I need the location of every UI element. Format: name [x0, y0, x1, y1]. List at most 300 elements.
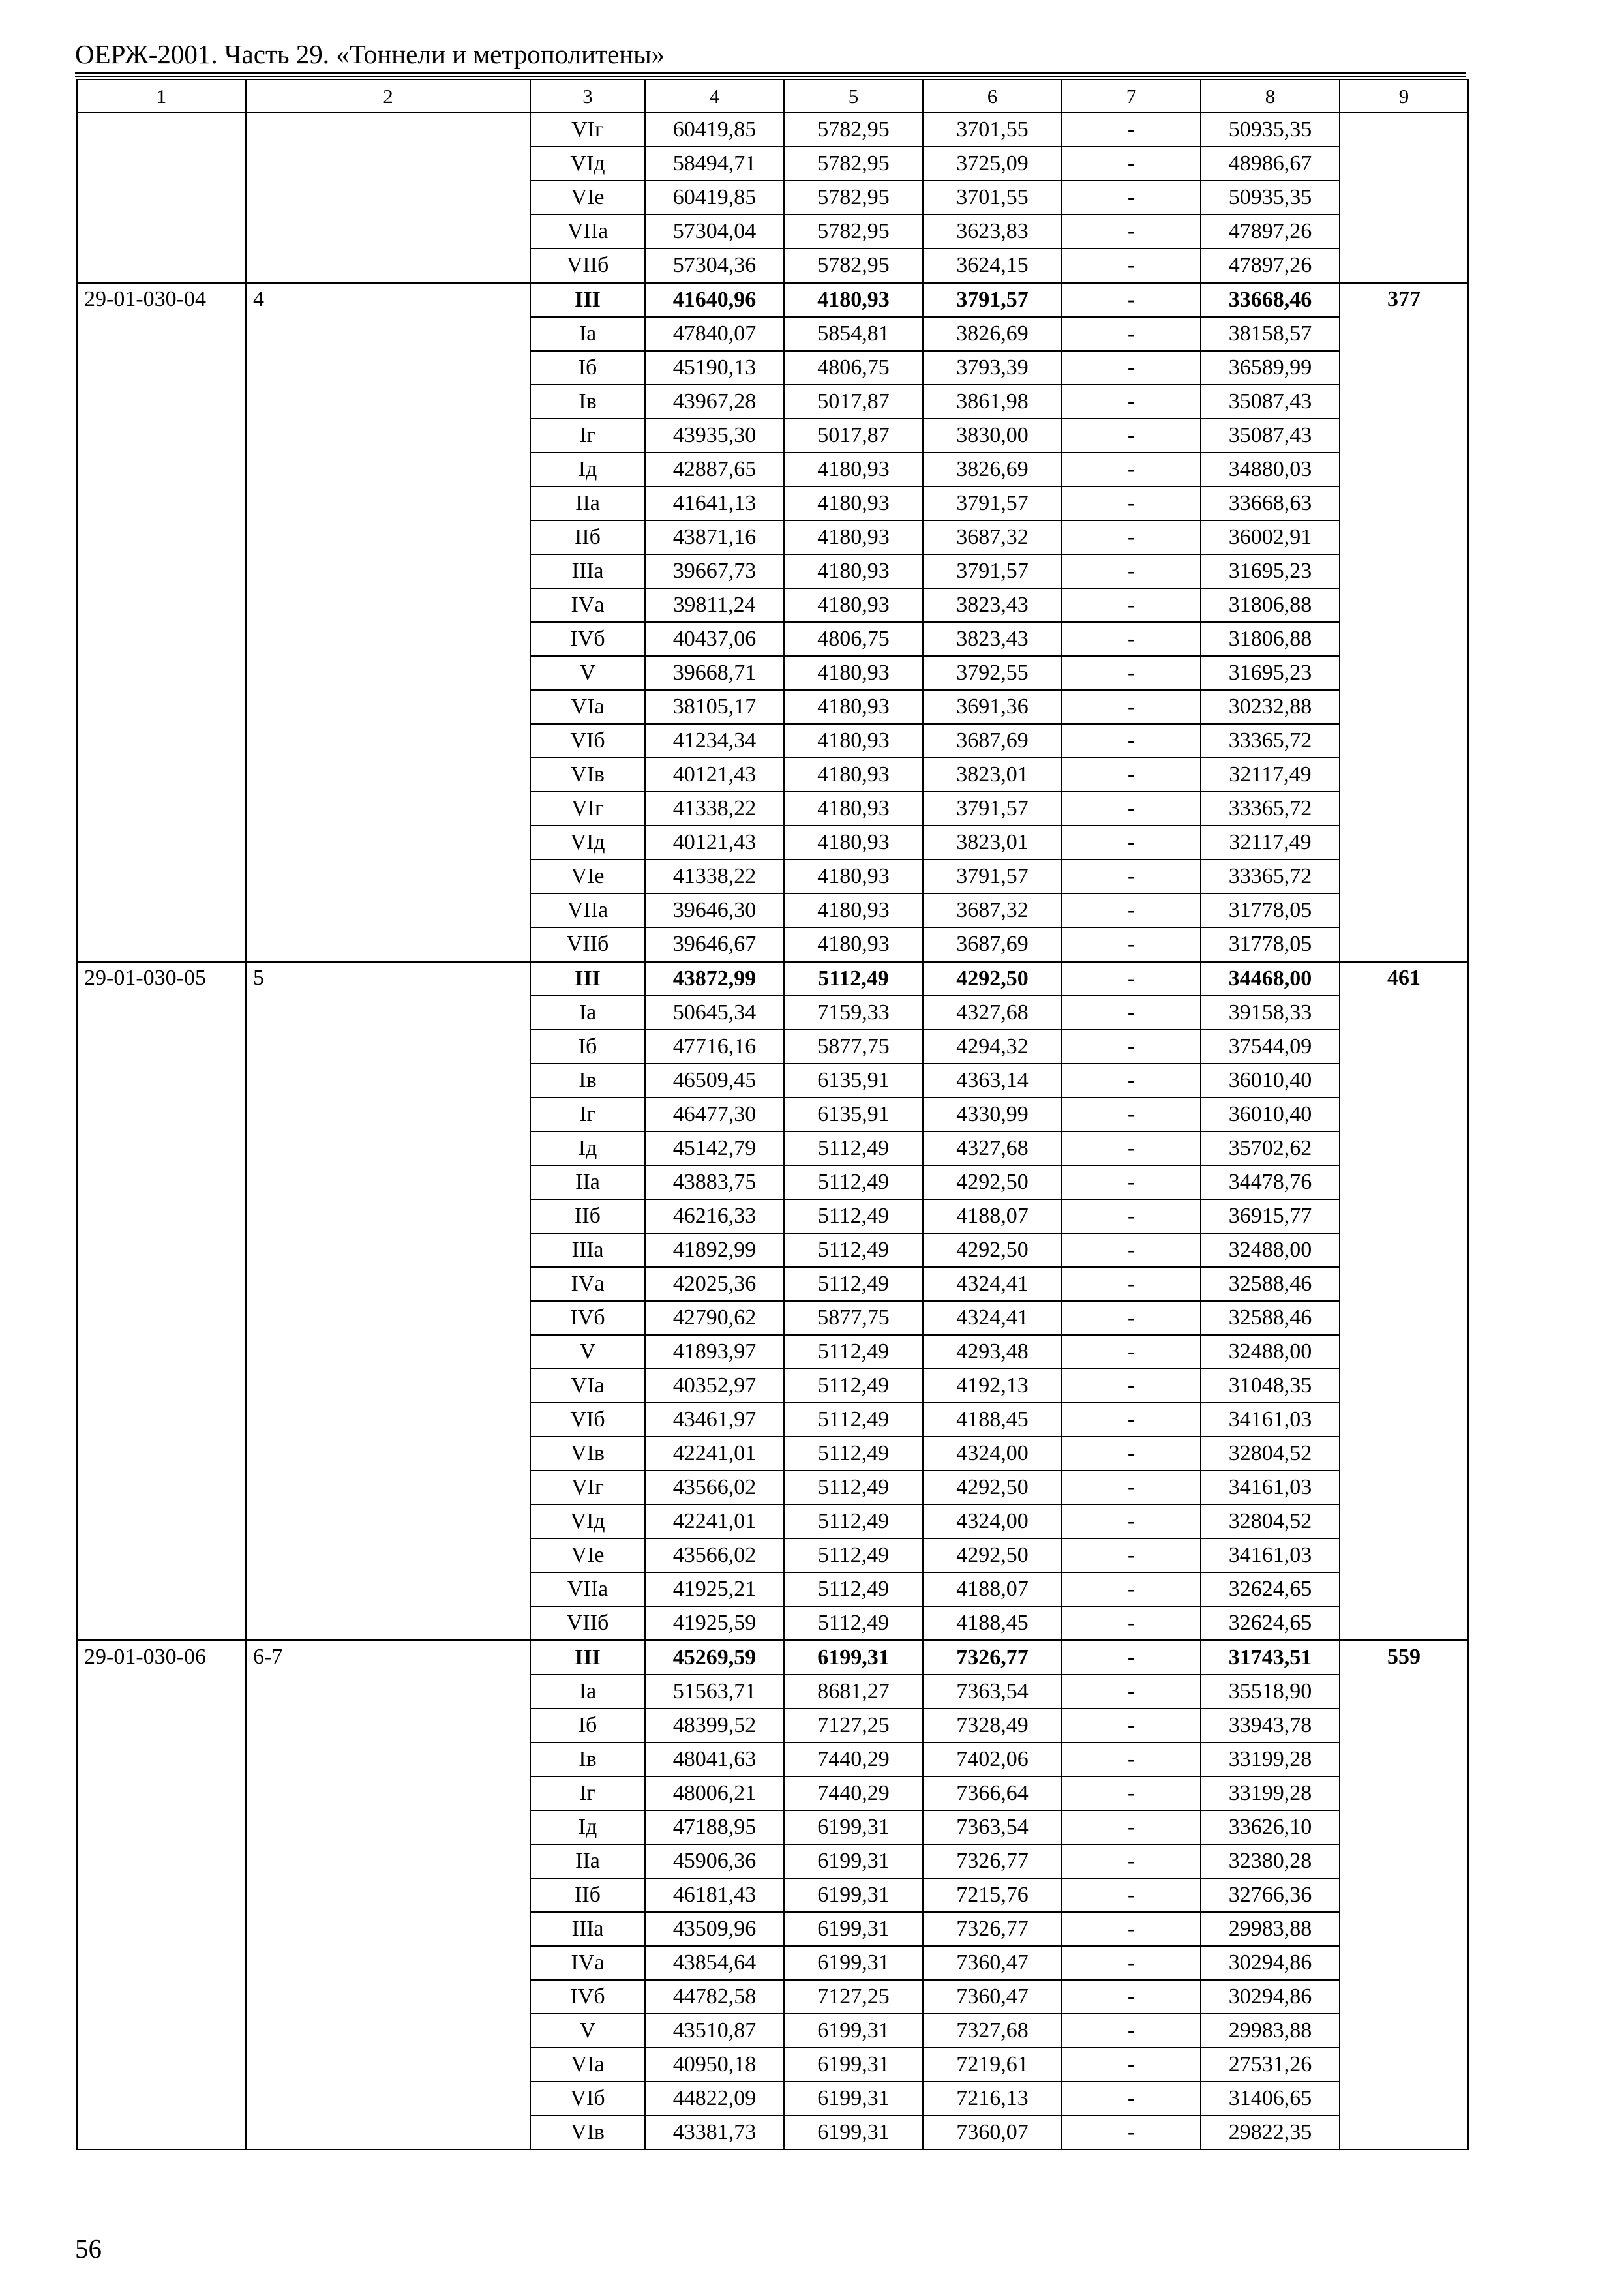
wages-cell: - — [1062, 792, 1201, 826]
materials-cost-cell: 47897,26 — [1201, 215, 1340, 248]
total-cost-cell: 40352,97 — [645, 1369, 784, 1403]
column-number-row — [77, 80, 1468, 113]
wages-cell: - — [1062, 996, 1201, 1030]
materials-cost-cell: 31695,23 — [1201, 656, 1340, 690]
machine-cost-cell: 4292,50 — [923, 962, 1062, 996]
materials-cost-cell: 36002,91 — [1201, 520, 1340, 554]
condition-cell: Iг — [530, 1776, 645, 1810]
materials-cost-cell: 39158,33 — [1201, 996, 1340, 1030]
total-cost-cell: 41234,34 — [645, 724, 784, 758]
total-cost-cell: 43883,75 — [645, 1165, 784, 1199]
wages-cell: - — [1062, 453, 1201, 486]
total-cost-cell: 60419,85 — [645, 113, 784, 147]
machine-cost-cell: 4292,50 — [923, 1538, 1062, 1572]
materials-cost-cell: 31048,35 — [1201, 1369, 1340, 1403]
machine-cost-cell: 7219,61 — [923, 2048, 1062, 2082]
materials-cost-cell: 33199,28 — [1201, 1743, 1340, 1776]
labor-cost-cell: 4180,93 — [784, 927, 923, 962]
labor-cost-cell: 7159,33 — [784, 996, 923, 1030]
total-cost-cell: 44782,58 — [645, 1980, 784, 2014]
materials-cost-cell: 32588,46 — [1201, 1301, 1340, 1335]
wages-cell: - — [1062, 1743, 1201, 1776]
wages-cell: - — [1062, 181, 1201, 215]
condition-cell: VIIб — [530, 248, 645, 283]
condition-cell: Iа — [530, 1675, 645, 1709]
total-cost-cell: 43872,99 — [645, 962, 784, 996]
labor-cost-cell: 5877,75 — [784, 1030, 923, 1064]
labor-cost-cell: 6199,31 — [784, 1912, 923, 1946]
labor-cost-cell: 5112,49 — [784, 1199, 923, 1233]
total-cost-cell: 44822,09 — [645, 2082, 784, 2116]
materials-cost-cell: 33626,10 — [1201, 1810, 1340, 1844]
wages-cell: - — [1062, 1641, 1201, 1675]
condition-cell: Iд — [530, 1810, 645, 1844]
total-cell — [1340, 113, 1468, 283]
table-row — [77, 283, 1468, 318]
wages-cell: - — [1062, 1030, 1201, 1064]
machine-cost-cell: 7326,77 — [923, 1641, 1062, 1675]
labor-cost-cell: 5112,49 — [784, 1504, 923, 1538]
condition-cell: V — [530, 656, 645, 690]
wages-cell: - — [1062, 1267, 1201, 1301]
labor-cost-cell: 6199,31 — [784, 2048, 923, 2082]
materials-cost-cell: 30232,88 — [1201, 690, 1340, 724]
condition-cell: VIд — [530, 826, 645, 860]
wages-cell: - — [1062, 2048, 1201, 2082]
wages-cell: - — [1062, 520, 1201, 554]
total-cost-cell: 43510,87 — [645, 2014, 784, 2048]
rate-code-cell: 29-01-030-04 — [77, 283, 246, 962]
labor-cost-cell: 5112,49 — [784, 1335, 923, 1369]
condition-cell: Iб — [530, 1030, 645, 1064]
machine-cost-cell: 7363,54 — [923, 1810, 1062, 1844]
total-cost-cell: 39667,73 — [645, 554, 784, 588]
total-cost-cell: 46181,43 — [645, 1878, 784, 1912]
wages-cell: - — [1062, 622, 1201, 656]
wages-cell: - — [1062, 554, 1201, 588]
wages-cell: - — [1062, 588, 1201, 622]
column-number: 1 — [77, 80, 246, 113]
materials-cost-cell: 35702,62 — [1201, 1131, 1340, 1165]
condition-cell: VIг — [530, 792, 645, 826]
wages-cell: - — [1062, 283, 1201, 318]
code-cell — [77, 113, 246, 283]
condition-cell: IVб — [530, 622, 645, 656]
machine-cost-cell: 4292,50 — [923, 1165, 1062, 1199]
materials-cost-cell: 33668,63 — [1201, 486, 1340, 520]
materials-cost-cell: 33943,78 — [1201, 1709, 1340, 1743]
condition-cell: Iд — [530, 1131, 645, 1165]
wages-cell: - — [1062, 1980, 1201, 2014]
total-cost-cell: 47716,16 — [645, 1030, 784, 1064]
machine-cost-cell: 4188,07 — [923, 1572, 1062, 1606]
materials-cost-cell: 33199,28 — [1201, 1776, 1340, 1810]
machine-cost-cell: 7328,49 — [923, 1709, 1062, 1743]
group-total-cell: 461 — [1340, 962, 1468, 1641]
total-cost-cell: 43967,28 — [645, 385, 784, 419]
labor-cost-cell: 4180,93 — [784, 453, 923, 486]
materials-cost-cell: 32624,65 — [1201, 1572, 1340, 1606]
condition-cell: Iб — [530, 1709, 645, 1743]
labor-cost-cell: 5782,95 — [784, 248, 923, 283]
materials-cost-cell: 33365,72 — [1201, 792, 1340, 826]
wages-cell: - — [1062, 1709, 1201, 1743]
labor-cost-cell: 4180,93 — [784, 690, 923, 724]
condition-cell: IIб — [530, 1878, 645, 1912]
wages-cell: - — [1062, 690, 1201, 724]
wages-cell: - — [1062, 1946, 1201, 1980]
condition-cell: IIб — [530, 1199, 645, 1233]
condition-cell: Iв — [530, 385, 645, 419]
machine-cost-cell: 3791,57 — [923, 792, 1062, 826]
machine-cost-cell: 3823,01 — [923, 826, 1062, 860]
labor-cost-cell: 6199,31 — [784, 1641, 923, 1675]
price-table-container — [76, 79, 1469, 2150]
labor-cost-cell: 6199,31 — [784, 2082, 923, 2116]
machine-cost-cell: 7326,77 — [923, 1844, 1062, 1878]
wages-cell: - — [1062, 1098, 1201, 1131]
labor-cost-cell: 4180,93 — [784, 656, 923, 690]
total-cost-cell: 46216,33 — [645, 1199, 784, 1233]
column-number: 2 — [246, 80, 530, 113]
machine-cost-cell: 4294,32 — [923, 1030, 1062, 1064]
materials-cost-cell: 32488,00 — [1201, 1233, 1340, 1267]
condition-cell: VIд — [530, 147, 645, 181]
wages-cell: - — [1062, 1504, 1201, 1538]
materials-cost-cell: 32117,49 — [1201, 826, 1340, 860]
materials-cost-cell: 32588,46 — [1201, 1267, 1340, 1301]
condition-cell: III — [530, 1641, 645, 1675]
labor-cost-cell: 5112,49 — [784, 1131, 923, 1165]
wages-cell: - — [1062, 1471, 1201, 1504]
total-cost-cell: 43461,97 — [645, 1403, 784, 1437]
labor-cost-cell: 4180,93 — [784, 792, 923, 826]
condition-cell: VIг — [530, 1471, 645, 1504]
group-total-cell: 559 — [1340, 1641, 1468, 2150]
machine-cost-cell: 3830,00 — [923, 419, 1062, 453]
wages-cell: - — [1062, 656, 1201, 690]
machine-cost-cell: 3701,55 — [923, 181, 1062, 215]
materials-cost-cell: 34468,00 — [1201, 962, 1340, 996]
machine-cost-cell: 3701,55 — [923, 113, 1062, 147]
materials-cost-cell: 31806,88 — [1201, 588, 1340, 622]
condition-cell: Iб — [530, 351, 645, 385]
labor-cost-cell: 5017,87 — [784, 385, 923, 419]
machine-cost-cell: 7326,77 — [923, 1912, 1062, 1946]
labor-cost-cell: 4180,93 — [784, 588, 923, 622]
machine-cost-cell: 4292,50 — [923, 1471, 1062, 1504]
machine-cost-cell: 3687,32 — [923, 520, 1062, 554]
wages-cell: - — [1062, 419, 1201, 453]
machine-cost-cell: 3687,69 — [923, 724, 1062, 758]
total-cost-cell: 48041,63 — [645, 1743, 784, 1776]
labor-cost-cell: 5782,95 — [784, 181, 923, 215]
condition-cell: VIв — [530, 758, 645, 792]
total-cost-cell: 58494,71 — [645, 147, 784, 181]
machine-cost-cell: 3792,55 — [923, 656, 1062, 690]
machine-cost-cell: 7402,06 — [923, 1743, 1062, 1776]
materials-cost-cell: 35087,43 — [1201, 385, 1340, 419]
group-total-cell: 377 — [1340, 283, 1468, 962]
labor-cost-cell: 4180,93 — [784, 554, 923, 588]
labor-cost-cell: 5112,49 — [784, 1165, 923, 1199]
total-cost-cell: 43871,16 — [645, 520, 784, 554]
materials-cost-cell: 36010,40 — [1201, 1064, 1340, 1098]
labor-cost-cell: 4180,93 — [784, 486, 923, 520]
labor-cost-cell: 5112,49 — [784, 1403, 923, 1437]
condition-cell: VIе — [530, 181, 645, 215]
condition-cell: VIб — [530, 724, 645, 758]
condition-cell: VIе — [530, 860, 645, 893]
materials-cost-cell: 30294,86 — [1201, 1946, 1340, 1980]
condition-cell: VIIа — [530, 215, 645, 248]
column-number: 9 — [1340, 80, 1468, 113]
page-number: 56 — [75, 2234, 102, 2264]
total-cost-cell: 45269,59 — [645, 1641, 784, 1675]
materials-cost-cell: 33365,72 — [1201, 724, 1340, 758]
machine-cost-cell: 7363,54 — [923, 1675, 1062, 1709]
machine-cost-cell: 3691,36 — [923, 690, 1062, 724]
machine-cost-cell: 4293,48 — [923, 1335, 1062, 1369]
labor-cost-cell: 4806,75 — [784, 351, 923, 385]
machine-cost-cell: 3791,57 — [923, 554, 1062, 588]
total-cost-cell: 41925,21 — [645, 1572, 784, 1606]
condition-cell: IVа — [530, 1946, 645, 1980]
materials-cost-cell: 32117,49 — [1201, 758, 1340, 792]
materials-cost-cell: 32488,00 — [1201, 1335, 1340, 1369]
wages-cell: - — [1062, 248, 1201, 283]
condition-cell: V — [530, 2014, 645, 2048]
materials-cost-cell: 36915,77 — [1201, 1199, 1340, 1233]
wages-cell: - — [1062, 962, 1201, 996]
materials-cost-cell: 32624,65 — [1201, 1606, 1340, 1641]
wages-cell: - — [1062, 1776, 1201, 1810]
labor-cost-cell: 7440,29 — [784, 1776, 923, 1810]
condition-cell: IIб — [530, 520, 645, 554]
materials-cost-cell: 50935,35 — [1201, 113, 1340, 147]
total-cost-cell: 40121,43 — [645, 826, 784, 860]
condition-cell: Iа — [530, 317, 645, 351]
labor-cost-cell: 5112,49 — [784, 1437, 923, 1471]
total-cost-cell: 39811,24 — [645, 588, 784, 622]
column-number: 7 — [1062, 80, 1201, 113]
labor-cost-cell: 5877,75 — [784, 1301, 923, 1335]
machine-cost-cell: 4327,68 — [923, 996, 1062, 1030]
machine-cost-cell: 3791,57 — [923, 283, 1062, 318]
wages-cell: - — [1062, 2082, 1201, 2116]
materials-cost-cell: 31406,65 — [1201, 2082, 1340, 2116]
condition-cell: IIIа — [530, 1912, 645, 1946]
wages-cell: - — [1062, 1878, 1201, 1912]
labor-cost-cell: 4180,93 — [784, 724, 923, 758]
labor-cost-cell: 6135,91 — [784, 1064, 923, 1098]
condition-cell: Iд — [530, 453, 645, 486]
wages-cell: - — [1062, 317, 1201, 351]
machine-cost-cell: 3823,01 — [923, 758, 1062, 792]
machine-cost-cell: 3725,09 — [923, 147, 1062, 181]
total-cost-cell: 39646,67 — [645, 927, 784, 962]
total-cost-cell: 57304,04 — [645, 215, 784, 248]
machine-cost-cell: 3791,57 — [923, 860, 1062, 893]
total-cost-cell: 43566,02 — [645, 1538, 784, 1572]
total-cost-cell: 45906,36 — [645, 1844, 784, 1878]
labor-cost-cell: 7127,25 — [784, 1709, 923, 1743]
total-cost-cell: 43935,30 — [645, 419, 784, 453]
materials-cost-cell: 38158,57 — [1201, 317, 1340, 351]
materials-cost-cell: 34478,76 — [1201, 1165, 1340, 1199]
labor-cost-cell: 5782,95 — [784, 147, 923, 181]
materials-cost-cell: 33668,46 — [1201, 283, 1340, 318]
materials-cost-cell: 34161,03 — [1201, 1538, 1340, 1572]
rate-code-cell: 29-01-030-05 — [77, 962, 246, 1641]
labor-cost-cell: 7440,29 — [784, 1743, 923, 1776]
condition-cell: IVб — [530, 1980, 645, 2014]
materials-cost-cell: 35087,43 — [1201, 419, 1340, 453]
column-number: 3 — [530, 80, 645, 113]
machine-cost-cell: 3624,15 — [923, 248, 1062, 283]
wages-cell: - — [1062, 1165, 1201, 1199]
labor-cost-cell: 5112,49 — [784, 1267, 923, 1301]
labor-cost-cell: 6199,31 — [784, 2116, 923, 2149]
total-cost-cell: 50645,34 — [645, 996, 784, 1030]
condition-cell: Iг — [530, 1098, 645, 1131]
machine-cost-cell: 4330,99 — [923, 1098, 1062, 1131]
machine-cost-cell: 7216,13 — [923, 2082, 1062, 2116]
item-number-cell: 4 — [246, 283, 530, 962]
total-cost-cell: 38105,17 — [645, 690, 784, 724]
condition-cell: VIв — [530, 1437, 645, 1471]
materials-cost-cell: 36589,99 — [1201, 351, 1340, 385]
materials-cost-cell: 48986,67 — [1201, 147, 1340, 181]
total-cost-cell: 45142,79 — [645, 1131, 784, 1165]
machine-cost-cell: 3687,69 — [923, 927, 1062, 962]
condition-cell: V — [530, 1335, 645, 1369]
total-cost-cell: 41338,22 — [645, 792, 784, 826]
total-cost-cell: 43566,02 — [645, 1471, 784, 1504]
wages-cell: - — [1062, 1437, 1201, 1471]
condition-cell: VIе — [530, 1538, 645, 1572]
wages-cell: - — [1062, 1675, 1201, 1709]
materials-cost-cell: 36010,40 — [1201, 1098, 1340, 1131]
total-cost-cell: 46477,30 — [645, 1098, 784, 1131]
total-cost-cell: 48006,21 — [645, 1776, 784, 1810]
price-table — [76, 79, 1469, 2150]
machine-cost-cell: 4324,00 — [923, 1437, 1062, 1471]
total-cost-cell: 51563,71 — [645, 1675, 784, 1709]
total-cost-cell: 43381,73 — [645, 2116, 784, 2149]
materials-cost-cell: 29983,88 — [1201, 2014, 1340, 2048]
total-cost-cell: 42887,65 — [645, 453, 784, 486]
materials-cost-cell: 31743,51 — [1201, 1641, 1340, 1675]
condition-cell: VIIб — [530, 927, 645, 962]
machine-cost-cell: 4188,45 — [923, 1606, 1062, 1641]
total-cost-cell: 39668,71 — [645, 656, 784, 690]
wages-cell: - — [1062, 1233, 1201, 1267]
condition-cell: IVа — [530, 588, 645, 622]
total-cost-cell: 41640,96 — [645, 283, 784, 318]
column-number: 6 — [923, 80, 1062, 113]
wages-cell: - — [1062, 724, 1201, 758]
labor-cost-cell: 4180,93 — [784, 860, 923, 893]
total-cost-cell: 46509,45 — [645, 1064, 784, 1098]
page-header: ОЕРЖ-2001. Часть 29. «Тоннели и метрополитены» — [75, 39, 665, 69]
labor-cost-cell: 4180,93 — [784, 758, 923, 792]
condition-cell: IIа — [530, 486, 645, 520]
wages-cell: - — [1062, 2014, 1201, 2048]
condition-cell: IIIа — [530, 554, 645, 588]
labor-cost-cell: 6199,31 — [784, 2014, 923, 2048]
machine-cost-cell: 4188,07 — [923, 1199, 1062, 1233]
condition-cell: VIг — [530, 113, 645, 147]
condition-cell: VIIа — [530, 893, 645, 927]
wages-cell: - — [1062, 1131, 1201, 1165]
total-cost-cell: 41641,13 — [645, 486, 784, 520]
column-number: 8 — [1201, 80, 1340, 113]
condition-cell: VIа — [530, 2048, 645, 2082]
labor-cost-cell: 5112,49 — [784, 1572, 923, 1606]
total-cost-cell: 43854,64 — [645, 1946, 784, 1980]
wages-cell: - — [1062, 1606, 1201, 1641]
wages-cell: - — [1062, 1538, 1201, 1572]
machine-cost-cell: 7360,47 — [923, 1980, 1062, 2014]
total-cost-cell: 42241,01 — [645, 1504, 784, 1538]
condition-cell: Iв — [530, 1064, 645, 1098]
total-cost-cell: 40950,18 — [645, 2048, 784, 2082]
wages-cell: - — [1062, 1335, 1201, 1369]
condition-cell: IIIа — [530, 1233, 645, 1267]
total-cost-cell: 41338,22 — [645, 860, 784, 893]
materials-cost-cell: 29983,88 — [1201, 1912, 1340, 1946]
condition-cell: VIб — [530, 1403, 645, 1437]
total-cost-cell: 40121,43 — [645, 758, 784, 792]
condition-cell: VIIа — [530, 1572, 645, 1606]
wages-cell: - — [1062, 826, 1201, 860]
total-cost-cell: 39646,30 — [645, 893, 784, 927]
materials-cost-cell: 37544,09 — [1201, 1030, 1340, 1064]
materials-cost-cell: 31806,88 — [1201, 622, 1340, 656]
machine-cost-cell: 3623,83 — [923, 215, 1062, 248]
machine-cost-cell: 3861,98 — [923, 385, 1062, 419]
column-number: 5 — [784, 80, 923, 113]
wages-cell: - — [1062, 758, 1201, 792]
machine-cost-cell: 7327,68 — [923, 2014, 1062, 2048]
item-number-cell: 6-7 — [246, 1641, 530, 2150]
materials-cost-cell: 34161,03 — [1201, 1471, 1340, 1504]
machine-cost-cell: 3791,57 — [923, 486, 1062, 520]
rate-code-cell: 29-01-030-06 — [77, 1641, 246, 2150]
materials-cost-cell: 32766,36 — [1201, 1878, 1340, 1912]
wages-cell: - — [1062, 927, 1201, 962]
condition-cell: Iв — [530, 1743, 645, 1776]
item-number-cell: 5 — [246, 962, 530, 1641]
wages-cell: - — [1062, 351, 1201, 385]
labor-cost-cell: 5854,81 — [784, 317, 923, 351]
machine-cost-cell: 4324,00 — [923, 1504, 1062, 1538]
condition-cell: VIд — [530, 1504, 645, 1538]
header-rule — [75, 72, 1466, 77]
machine-cost-cell: 3687,32 — [923, 893, 1062, 927]
labor-cost-cell: 4180,93 — [784, 893, 923, 927]
labor-cost-cell: 5112,49 — [784, 1606, 923, 1641]
materials-cost-cell: 32804,52 — [1201, 1437, 1340, 1471]
condition-cell: III — [530, 962, 645, 996]
total-cost-cell: 57304,36 — [645, 248, 784, 283]
materials-cost-cell: 34161,03 — [1201, 1403, 1340, 1437]
materials-cost-cell: 32380,28 — [1201, 1844, 1340, 1878]
wages-cell: - — [1062, 215, 1201, 248]
machine-cost-cell: 4188,45 — [923, 1403, 1062, 1437]
labor-cost-cell: 6135,91 — [784, 1098, 923, 1131]
